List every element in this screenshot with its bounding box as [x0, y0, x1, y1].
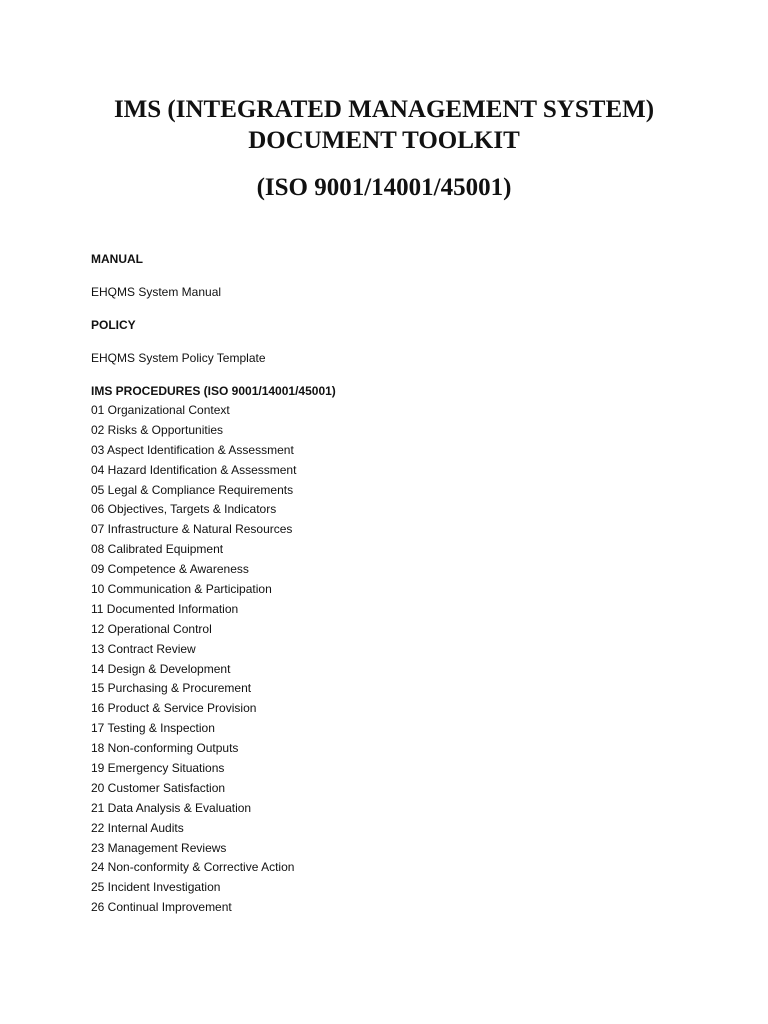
procedure-list-item: 24 Non-conformity & Corrective Action	[91, 860, 295, 875]
procedure-list-item: 05 Legal & Compliance Requirements	[91, 482, 294, 497]
procedure-list-item: 19 Emergency Situations	[91, 761, 225, 776]
procedure-list-item: 20 Customer Satisfaction	[91, 780, 226, 795]
manual-heading: MANUAL	[91, 252, 143, 266]
procedure-list-item: 09 Competence & Awareness	[91, 562, 249, 577]
document-subtitle: (ISO 9001/14001/45001)	[256, 174, 512, 201]
title-line-1: IMS (INTEGRATED MANAGEMENT SYSTEM)	[113, 96, 655, 123]
procedure-list-item: 14 Design & Development	[91, 661, 231, 676]
procedure-list-item: 01 Organizational Context	[91, 403, 230, 417]
title-line-2: DOCUMENT TOOLKIT	[248, 127, 520, 154]
procedure-list-item: 13 Contract Review	[91, 641, 196, 656]
document-body	[91, 250, 731, 918]
procedures-list	[91, 401, 731, 918]
policy-item: EHQMS System Policy Template	[91, 351, 266, 365]
procedure-list-item: 07 Infrastructure & Natural Resources	[91, 522, 293, 537]
procedure-list-item: 23 Management Reviews	[91, 840, 227, 855]
procedure-list-item: 17 Testing & Inspection	[91, 721, 215, 736]
procedure-list-item: 25 Incident Investigation	[91, 880, 221, 895]
procedure-list-item: 16 Product & Service Provision	[91, 701, 257, 716]
procedure-list-item: 04 Hazard Identification & Assessment	[91, 462, 297, 477]
procedure-list-item: 10 Communication & Participation	[91, 582, 272, 597]
procedure-list-item: 22 Internal Audits	[91, 820, 184, 835]
procedure-list-item: 21 Data Analysis & Evaluation	[91, 800, 252, 815]
procedures-heading: IMS PROCEDURES (ISO 9001/14001/45001)	[91, 384, 336, 398]
document-title	[0, 94, 768, 156]
procedure-list-item: 26 Continual Improvement	[91, 900, 232, 915]
procedure-list-item: 15 Purchasing & Procurement	[91, 681, 252, 696]
procedure-list-item: 06 Objectives, Targets & Indicators	[91, 502, 277, 517]
procedure-list-item: 11 Documented Information	[91, 601, 239, 616]
procedure-list-item: 03 Aspect Identification & Assessment	[91, 442, 294, 457]
manual-item: EHQMS System Manual	[91, 285, 222, 299]
procedure-list-item: 18 Non-conforming Outputs	[91, 741, 239, 756]
policy-heading: POLICY	[91, 318, 136, 332]
procedure-list-item: 02 Risks & Opportunities	[91, 422, 224, 437]
procedure-list-item: 08 Calibrated Equipment	[91, 542, 224, 557]
procedure-list-item: 12 Operational Control	[91, 621, 212, 636]
